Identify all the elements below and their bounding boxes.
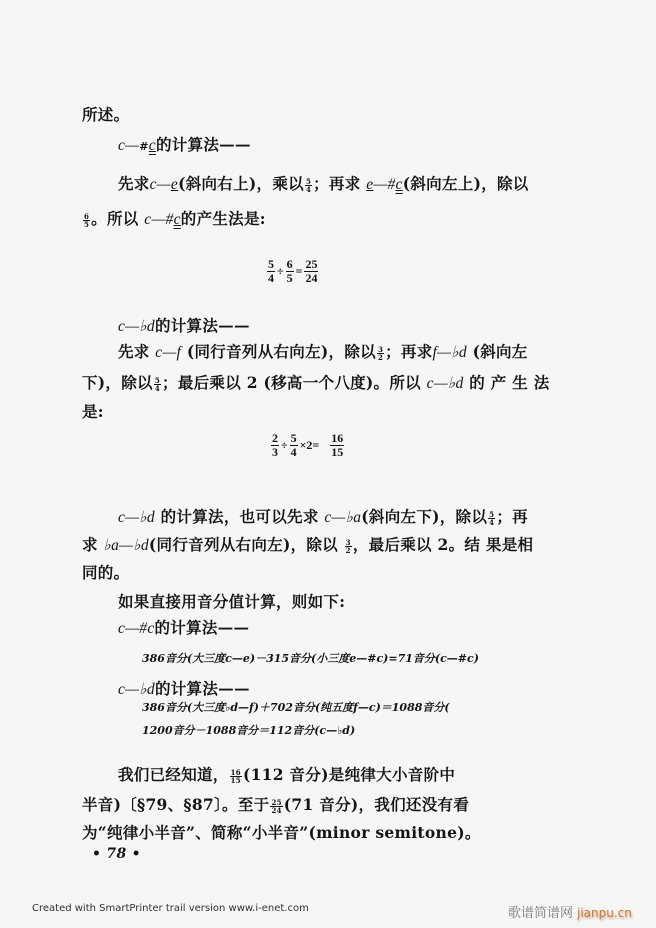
note: c—♭ <box>118 318 147 335</box>
text: 1200音分－1088音分＝112音分(c—♭d) <box>142 724 356 737</box>
text: (斜向右上)，乘以 <box>178 174 304 193</box>
text: (同行音列从右向左)，除以 <box>148 535 344 554</box>
fraction <box>154 377 161 392</box>
paragraph-2c <box>82 400 104 422</box>
text: ，最后乘以 2。结 果是相 <box>352 535 534 554</box>
denominator: 15 <box>230 775 241 785</box>
text: (斜向左下)，除以 <box>361 507 488 526</box>
denominator: 15 <box>331 445 344 459</box>
page-number <box>92 846 141 862</box>
text: 386音分(大三度c—e)－315音分(小三度e—#c)=71音分(c—#c) <box>142 652 479 665</box>
numerator: 3 <box>377 344 384 354</box>
numerator: 2 <box>272 431 278 445</box>
text: (斜向左上)，除以 <box>402 174 529 193</box>
note: c—♭ <box>118 681 147 698</box>
paragraph-2a <box>118 340 528 362</box>
note: d <box>146 681 155 698</box>
paragraph-3a <box>118 505 528 527</box>
numerator: 6 <box>286 257 293 271</box>
numerator: 25 <box>305 257 318 271</box>
sharp-symbol: # <box>139 140 149 153</box>
numerator: 5 <box>489 509 495 519</box>
text: 我们已经知道， <box>118 765 229 784</box>
numerator: 16 <box>230 767 241 777</box>
heading-c-flat-d-cents <box>118 677 250 699</box>
note: —# <box>373 176 396 193</box>
numerator: 3 <box>345 537 351 547</box>
text: 所述。 <box>82 105 130 124</box>
fraction <box>330 432 344 459</box>
fraction <box>83 213 90 228</box>
note: c—# <box>144 211 174 228</box>
fraction <box>305 178 312 193</box>
paragraph-1b <box>82 207 266 229</box>
fraction <box>304 258 318 285</box>
text: 下)，除以 <box>82 373 153 392</box>
text: 先求 <box>118 342 156 361</box>
note: c <box>147 620 155 637</box>
watermark-footer <box>32 903 309 914</box>
denominator: 2 <box>345 545 351 555</box>
text: 386音分(大三度♭d—f)＋702音分(纯五度f—c)＝1088音分( <box>142 701 450 714</box>
text: • 78 • <box>92 846 141 862</box>
fraction <box>286 258 294 285</box>
note: f—♭d <box>432 344 467 361</box>
note: c <box>148 137 156 154</box>
text: 的产生法是: <box>180 209 266 228</box>
numerator: 5 <box>268 257 274 271</box>
paragraph-4 <box>118 590 345 612</box>
operator: ÷ <box>277 264 284 278</box>
paragraph-5c <box>82 821 481 843</box>
denominator: 4 <box>268 271 274 285</box>
text: 求 <box>82 535 104 554</box>
text: 是: <box>82 402 104 421</box>
text: 先求 <box>118 174 150 193</box>
denominator: 2 <box>377 352 384 362</box>
paragraph-3c <box>82 561 129 583</box>
paragraph-5a <box>118 763 455 785</box>
paragraph-continuation <box>82 103 129 125</box>
fraction <box>488 511 495 526</box>
note: d <box>146 318 155 335</box>
site-domain: jianpu.cn <box>577 906 632 920</box>
note: c—♭d <box>426 375 464 392</box>
note: ♭a—♭d <box>103 537 149 554</box>
note: c— <box>118 137 140 154</box>
text: 的计算法—— <box>154 316 250 335</box>
note: c— <box>149 176 171 193</box>
fraction <box>271 432 279 459</box>
numerator: 25 <box>271 797 282 807</box>
numerator: 6 <box>84 211 90 221</box>
denominator: 4 <box>154 383 161 393</box>
text: 。所以 <box>91 209 145 228</box>
numerator: 5 <box>154 375 161 385</box>
paragraph-3b <box>82 533 533 555</box>
numerator: 5 <box>290 431 297 445</box>
text: 的计算法—— <box>155 135 251 154</box>
text: Created with SmartPrinter trail version www.i-enet.com <box>32 903 309 914</box>
fraction <box>270 799 282 814</box>
denominator: 24 <box>305 271 318 285</box>
paragraph-5b <box>82 793 469 815</box>
fraction <box>290 432 298 459</box>
calc-line-1 <box>142 650 479 666</box>
text: ；最后乘以 2 (移高一个八度)。所以 <box>162 373 427 392</box>
text: 半音)〔§79、§87〕。至于 <box>82 795 270 814</box>
text: ；再求 <box>385 342 433 361</box>
calc-line-3 <box>142 722 355 738</box>
text: 的计算法，也可以先求 <box>154 507 325 526</box>
text: 的计算法—— <box>154 618 250 637</box>
denominator: 4 <box>305 184 312 194</box>
note: c <box>173 211 181 228</box>
denominator: 4 <box>489 517 495 527</box>
text: ；再求 <box>313 174 367 193</box>
text: 同的。 <box>82 563 130 582</box>
fraction <box>267 258 275 285</box>
equation-1 <box>266 258 319 285</box>
site-name: 歌谱简谱网 <box>508 906 574 921</box>
text: 为“纯律小半音”、简称“小半音”(minor semitone)。 <box>82 823 481 842</box>
denominator: 5 <box>84 219 90 229</box>
denominator: 24 <box>271 805 282 815</box>
operator: ÷ <box>281 438 288 452</box>
fraction <box>345 539 352 554</box>
equation-2 <box>270 432 345 459</box>
heading-c-flat-d <box>118 314 250 336</box>
denominator: 3 <box>272 445 278 459</box>
note: c—♭d <box>118 509 155 526</box>
paragraph-1a <box>118 172 529 194</box>
text: (71 音分)，我们还没有看 <box>283 795 470 814</box>
text: 的计算法—— <box>154 679 250 698</box>
text: 的 产 生 法 <box>463 373 550 392</box>
site-watermark <box>508 902 632 921</box>
fraction <box>377 346 384 361</box>
numerator: 5 <box>305 176 312 186</box>
numerator: 16 <box>331 431 344 445</box>
note: c <box>395 176 403 193</box>
note: c—♭a <box>324 509 362 526</box>
heading-c-sharp-c <box>118 133 251 155</box>
denominator: 4 <box>290 445 297 459</box>
text: (斜向左 <box>466 342 528 361</box>
operator: = <box>295 264 303 278</box>
text: (同行音列从右向左)，除以 <box>181 342 376 361</box>
text: (112 音分)是纯律大小音阶中 <box>242 765 456 784</box>
calc-line-2 <box>142 699 450 715</box>
note: e <box>366 176 374 193</box>
note: c—f <box>155 344 182 361</box>
fraction <box>230 769 242 784</box>
text: ；再 <box>496 507 528 526</box>
note: c—# <box>118 620 148 637</box>
heading-c-sharp-c-cents <box>118 616 249 638</box>
note: e <box>170 176 179 193</box>
paragraph-2b <box>82 371 550 393</box>
denominator: 5 <box>286 271 293 285</box>
operator: ×2= <box>299 438 320 452</box>
text: 如果直接用音分值计算，则如下: <box>118 592 346 611</box>
